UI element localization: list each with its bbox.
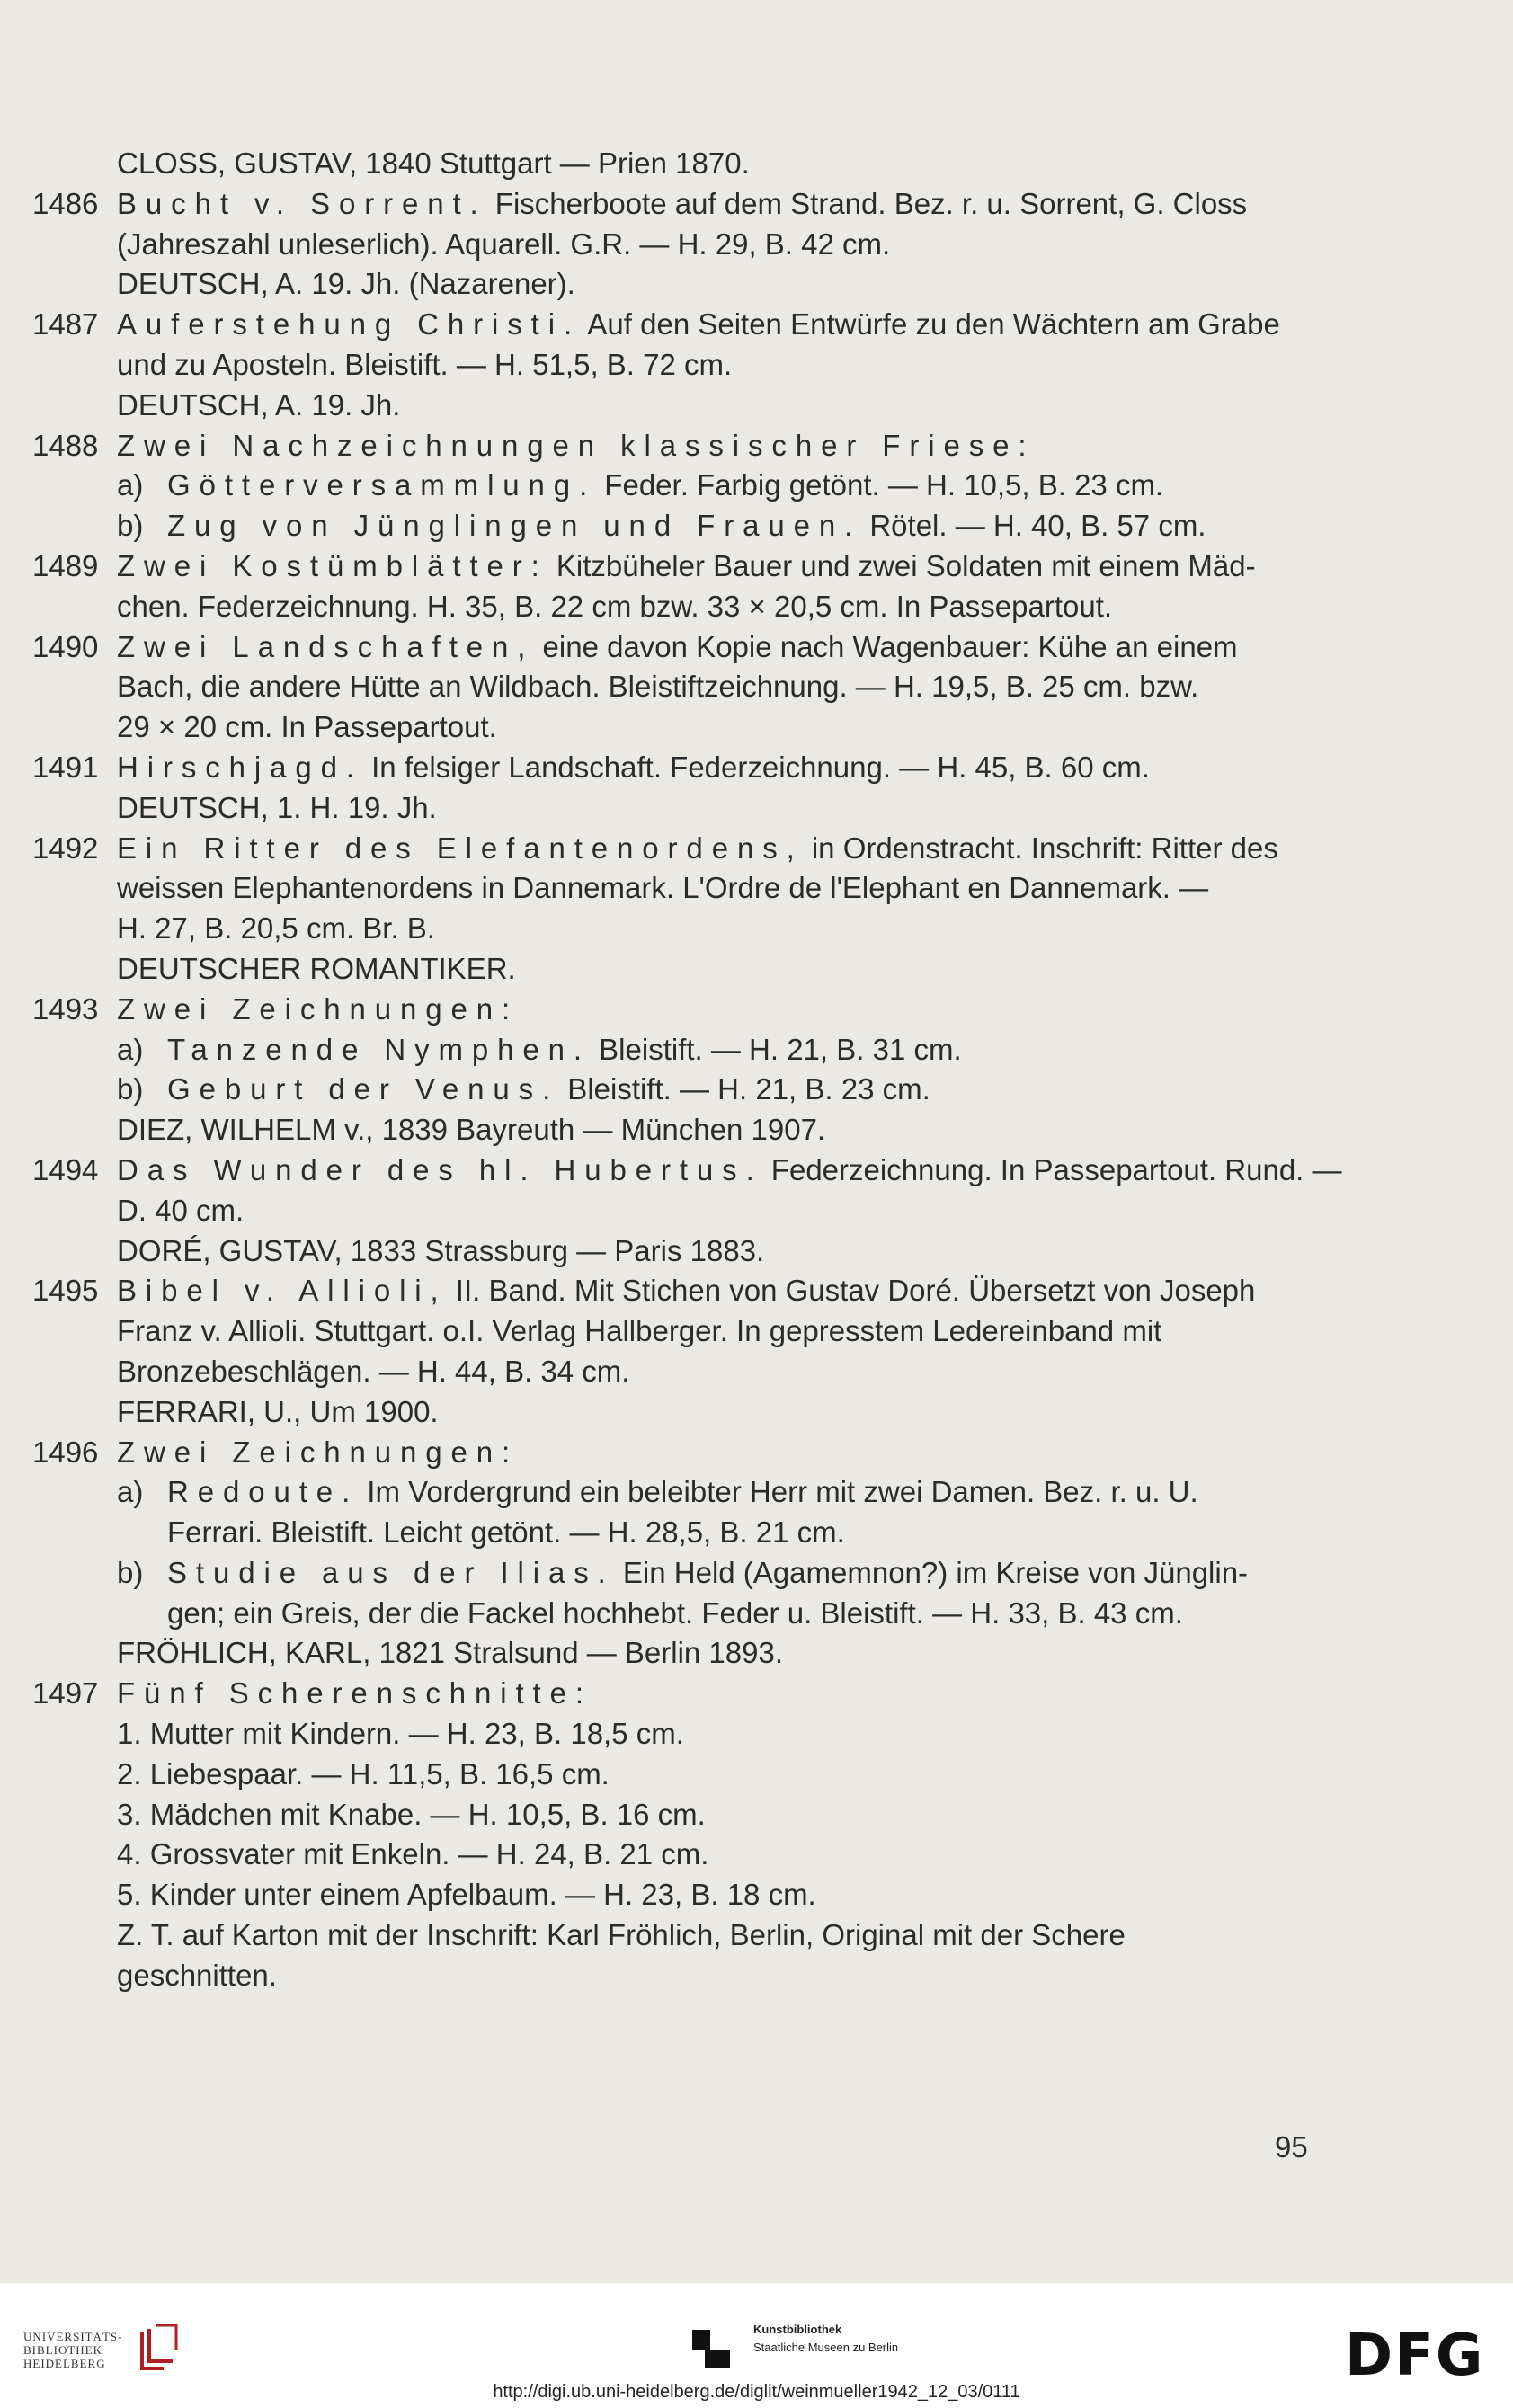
catalog-text-line <box>117 587 1112 627</box>
item-title: Zwei Kostümblätter: <box>117 548 548 582</box>
catalog-line <box>32 587 1309 627</box>
item-description: Bleistift. — H. 21, B. 31 cm. <box>591 1032 962 1066</box>
item-title: Fünf Scherenschnitte: <box>117 1676 592 1710</box>
item-description: Bleistift. — H. 21, B. 23 cm. <box>559 1072 930 1106</box>
catalog-text-line <box>117 949 516 990</box>
item-description: (Jahreszahl unleserlich). Aquarell. G.R. — H. 29, B. 42 cm. <box>117 227 891 261</box>
catalog-text-line <box>117 1151 1342 1191</box>
item-description: chen. Federzeichnung. H. 35, B. 22 cm bzw. 33 × 20,5 cm. In Passepartout. <box>117 589 1113 623</box>
catalog-line <box>32 949 1309 990</box>
item-description: DIEZ, WILHELM v., 1839 Bayreuth — München 1907. <box>117 1113 826 1147</box>
item-description: Ein Held (Agamemnon?) im Kreise von Jünglin- <box>614 1555 1249 1589</box>
catalog-text-line <box>117 1311 1161 1352</box>
catalog-number: 1495 <box>32 1274 99 1308</box>
university-library-label[interactable] <box>23 2330 123 2370</box>
catalog-text-line <box>167 1070 930 1110</box>
item-description: D. 40 cm. <box>117 1193 245 1227</box>
item-description: Auf den Seiten Entwürfe zu den Wächtern am Grabe <box>581 307 1280 342</box>
item-description: 3. Mädchen mit Knabe. — H. 10,5, B. 16 cm. <box>117 1797 706 1831</box>
catalog-text-line <box>117 1714 684 1755</box>
catalog-text-line <box>117 1352 629 1392</box>
catalog-text-line <box>117 386 400 426</box>
catalog-line <box>32 1674 1309 1714</box>
item-description: in Ordenstracht. Inschrift: Ritter des <box>803 831 1278 865</box>
item-description: FRÖHLICH, KARL, 1821 Stralsund — Berlin 1893. <box>117 1636 784 1670</box>
catalog-line <box>32 707 1309 748</box>
item-title: Geburt der Venus. <box>167 1072 560 1106</box>
item-description: 5. Kinder unter einem Apfelbaum. — H. 23, B. 18 cm. <box>117 1878 816 1912</box>
catalog-text-line <box>117 1231 764 1272</box>
sub-item-marker: a) <box>117 1032 144 1066</box>
item-description: DEUTSCH, 1. H. 19. Jh. <box>117 790 437 824</box>
dfg-logo[interactable]: DFG <box>1345 2323 1485 2389</box>
catalog-number: 1496 <box>32 1435 99 1469</box>
catalog-number: 1487 <box>32 307 99 342</box>
catalog-text-line <box>117 546 1256 587</box>
item-description: geschnitten. <box>117 1958 277 1992</box>
catalog-line <box>32 1070 1309 1110</box>
item-title: Zwei Zeichnungen: <box>117 1435 520 1469</box>
catalog-line <box>32 990 1309 1030</box>
catalog-number: 1493 <box>32 991 99 1026</box>
sub-item-marker: a) <box>117 468 144 502</box>
catalog-number: 1492 <box>32 831 99 865</box>
catalog-line <box>32 627 1309 668</box>
item-description: DORÉ, GUSTAV, 1833 Strassburg — Paris 1883. <box>117 1233 765 1267</box>
catalog-line <box>32 1433 1309 1473</box>
catalog-text-line <box>167 1594 1183 1634</box>
catalog-number: 1489 <box>32 548 99 582</box>
catalog-line <box>32 1030 1309 1071</box>
sub-item-marker: b) <box>117 1555 144 1589</box>
catalog-text <box>32 144 1342 1996</box>
item-description: II. Band. Mit Stichen von Gustav Doré. Übersetzt von Joseph <box>447 1274 1256 1308</box>
item-title: Bibel v. Allioli, <box>117 1274 448 1308</box>
catalog-text-line <box>117 1956 277 1996</box>
catalog-line <box>32 1472 1309 1513</box>
item-description: Z. T. auf Karton mit der Inschrift: Karl Fröhlich, Berlin, Original mit der Schere <box>117 1918 1126 1952</box>
catalog-line <box>32 748 1309 788</box>
kunstbibliothek-logo-icon[interactable] <box>692 2330 730 2368</box>
catalog-text-line <box>117 788 437 829</box>
sub-item-marker: b) <box>117 509 144 543</box>
item-title: Ein Ritter des Elefantenordens, <box>117 831 804 865</box>
catalog-text-line <box>117 627 1238 668</box>
catalog-line <box>32 1875 1309 1915</box>
catalog-line <box>32 1714 1309 1755</box>
item-description: und zu Aposteln. Bleistift. — H. 51,5, B. 72 cm. <box>117 347 733 381</box>
item-title: Zwei Zeichnungen: <box>117 991 520 1026</box>
catalog-text-line <box>117 990 519 1030</box>
catalog-text-line <box>117 667 1198 707</box>
catalog-text-line <box>117 1835 708 1875</box>
item-description: CLOSS, GUSTAV, 1840 Stuttgart — Prien 1870. <box>117 147 750 180</box>
item-title: Studie aus der Ilias. <box>167 1555 615 1589</box>
catalog-text-line <box>117 426 1035 466</box>
item-description: Feder. Farbig getönt. — H. 10,5, B. 23 cm. <box>596 468 1164 502</box>
catalog-text-line <box>117 748 1150 788</box>
item-description: Kitzbüheler Bauer und zwei Soldaten mit einem Mäd- <box>547 548 1256 582</box>
catalog-line <box>32 1191 1309 1231</box>
catalog-text-line <box>117 707 497 748</box>
item-title: Zwei Landschaften, <box>117 629 535 663</box>
catalog-line <box>32 225 1309 265</box>
page-number: 95 <box>1275 2130 1308 2164</box>
item-description: DEUTSCHER ROMANTIKER. <box>117 951 516 985</box>
uni-line-3: HEIDELBERG <box>23 2357 106 2370</box>
catalog-number: 1488 <box>32 428 99 462</box>
catalog-line <box>32 1553 1309 1594</box>
sub-item-marker: b) <box>117 1072 144 1106</box>
catalog-line <box>32 1110 1309 1151</box>
catalog-line <box>32 1513 1309 1553</box>
item-description: FERRARI, U., Um 1900. <box>117 1394 439 1428</box>
catalog-text-line <box>167 1513 845 1553</box>
item-description: Im Vordergrund ein beleibter Herr mit zwei Damen. Bez. r. u. U. <box>359 1475 1198 1509</box>
item-description: Federzeichnung. In Passepartout. Rund. — <box>762 1152 1342 1186</box>
catalog-line <box>32 1311 1309 1352</box>
item-description: Rötel. — H. 40, B. 57 cm. <box>861 509 1206 543</box>
catalog-text-line <box>117 1755 610 1795</box>
catalog-text-line <box>117 264 575 305</box>
catalog-line <box>32 184 1309 225</box>
catalog-text-line <box>117 1110 825 1151</box>
catalog-text-line <box>167 506 1206 546</box>
catalog-line <box>32 1231 1309 1272</box>
catalog-line <box>32 667 1309 707</box>
catalog-line <box>32 1755 1309 1795</box>
catalog-text-line <box>117 1875 816 1915</box>
catalog-text-line <box>117 345 732 386</box>
kb-subtitle: Staatliche Museen zu Berlin <box>753 2341 899 2354</box>
catalog-line <box>32 546 1309 587</box>
catalog-text-line <box>117 1633 783 1674</box>
catalog-line <box>32 1835 1309 1875</box>
catalog-number: 1494 <box>32 1152 99 1186</box>
item-description: eine davon Kopie nach Wagenbauer: Kühe an einem <box>534 629 1238 663</box>
item-description: 4. Grossvater mit Enkeln. — H. 24, B. 21 cm. <box>117 1837 709 1871</box>
item-description: H. 27, B. 20,5 cm. Br. B. <box>117 911 435 946</box>
catalog-number: 1486 <box>32 186 99 220</box>
catalog-line <box>32 264 1309 305</box>
catalog-line <box>32 1795 1309 1835</box>
catalog-text-line <box>117 1271 1255 1311</box>
catalog-text-line <box>117 829 1278 869</box>
kb-title: Kunstbibliothek <box>753 2323 842 2336</box>
catalog-line <box>32 868 1309 909</box>
catalog-text-line <box>117 1674 592 1714</box>
catalog-text-line <box>167 1553 1248 1594</box>
item-description: Bronzebeschlägen. — H. 44, B. 34 cm. <box>117 1354 630 1388</box>
item-title: Zwei Nachzeichnungen klassischer Friese: <box>117 428 1036 462</box>
catalog-line <box>32 345 1309 386</box>
catalog-text-line <box>167 466 1163 506</box>
item-description: DEUTSCH, A. 19. Jh. <box>117 387 401 422</box>
catalog-line <box>32 144 1309 184</box>
catalog-line <box>32 1594 1309 1634</box>
catalog-line <box>32 1352 1309 1392</box>
catalog-text-line <box>117 1191 244 1231</box>
item-description: 1. Mutter mit Kindern. — H. 23, B. 18,5 cm. <box>117 1717 684 1751</box>
item-description: 29 × 20 cm. In Passepartout. <box>117 710 497 744</box>
catalog-text-line <box>117 184 1247 225</box>
catalog-line <box>32 506 1309 546</box>
item-description: gen; ein Greis, der die Fackel hochhebt. Feder u. Bleistift. — H. 33, B. 43 cm. <box>167 1595 1183 1630</box>
catalog-text-line <box>117 225 890 265</box>
item-description: In felsiger Landschaft. Federzeichnung. — H. 45, B. 60 cm. <box>362 750 1150 784</box>
catalog-line <box>32 466 1309 506</box>
item-description: Fischerboote auf dem Strand. Bez. r. u. Sorrent, G. Closs <box>486 186 1248 220</box>
catalog-line <box>32 305 1309 345</box>
catalog-line <box>32 788 1309 829</box>
catalog-line <box>32 829 1309 869</box>
catalog-line <box>32 1392 1309 1433</box>
catalog-text-line <box>117 868 1208 909</box>
catalog-text-line <box>117 1392 439 1433</box>
catalog-line <box>32 1151 1342 1191</box>
item-title: Redoute. <box>167 1475 360 1509</box>
catalog-text-line <box>117 144 750 184</box>
catalog-text-line <box>117 1915 1126 1956</box>
university-logo-icon[interactable] <box>137 2324 180 2376</box>
item-description: Bach, die andere Hütte an Wildbach. Bleistiftzeichnung. — H. 19,5, B. 25 cm. bzw. <box>117 670 1199 704</box>
item-title: Hirschjagd. <box>117 750 363 784</box>
catalog-line <box>32 1271 1309 1311</box>
item-description: weissen Elephantenordens in Dannemark. L'Ordre de l'Elephant en Dannemark. — <box>117 871 1209 905</box>
catalog-text-line <box>117 1795 706 1835</box>
catalog-number: 1491 <box>32 750 99 784</box>
item-description: DEUTSCH, A. 19. Jh. (Nazarener). <box>117 267 575 301</box>
catalog-text-line <box>167 1472 1198 1513</box>
catalog-text-line <box>167 1030 962 1071</box>
catalog-line <box>32 386 1309 426</box>
item-title: Tanzende Nymphen. <box>167 1032 591 1066</box>
item-description: Ferrari. Bleistift. Leicht getönt. — H. 28,5, B. 21 cm. <box>167 1515 845 1550</box>
catalog-line <box>32 426 1309 466</box>
item-description: 2. Liebespaar. — H. 11,5, B. 16,5 cm. <box>117 1756 610 1790</box>
kunstbibliothek-label[interactable] <box>753 2321 898 2357</box>
catalog-number: 1490 <box>32 629 99 663</box>
catalog-text-line <box>117 909 435 949</box>
source-url[interactable]: http://digi.ub.uni-heidelberg.de/diglit/weinmueller1942_12_03/0111 <box>493 2382 1020 2402</box>
item-title: Götterversammlung. <box>167 468 597 502</box>
sub-item-marker: a) <box>117 1475 144 1509</box>
item-description: Franz v. Allioli. Stuttgart. o.I. Verlag Hallberger. In gepresstem Ledereinband mit <box>117 1314 1162 1348</box>
catalog-number: 1497 <box>32 1676 99 1710</box>
catalog-text-line <box>117 1433 519 1473</box>
catalog-text-line <box>117 305 1280 345</box>
item-title: Bucht v. Sorrent. <box>117 186 487 220</box>
catalog-line <box>32 1956 1309 1996</box>
item-title: Auferstehung Christi. <box>117 307 582 342</box>
uni-line-1: UNIVERSITÄTS- <box>23 2330 123 2343</box>
catalog-line <box>32 1915 1309 1956</box>
item-title: Zug von Jünglingen und Frauen. <box>167 509 862 543</box>
catalog-line <box>32 1633 1309 1674</box>
catalog-line <box>32 909 1309 949</box>
uni-line-2: BIBLIOTHEK <box>23 2343 102 2357</box>
item-title: Das Wunder des hl. Hubertus. <box>117 1152 763 1186</box>
